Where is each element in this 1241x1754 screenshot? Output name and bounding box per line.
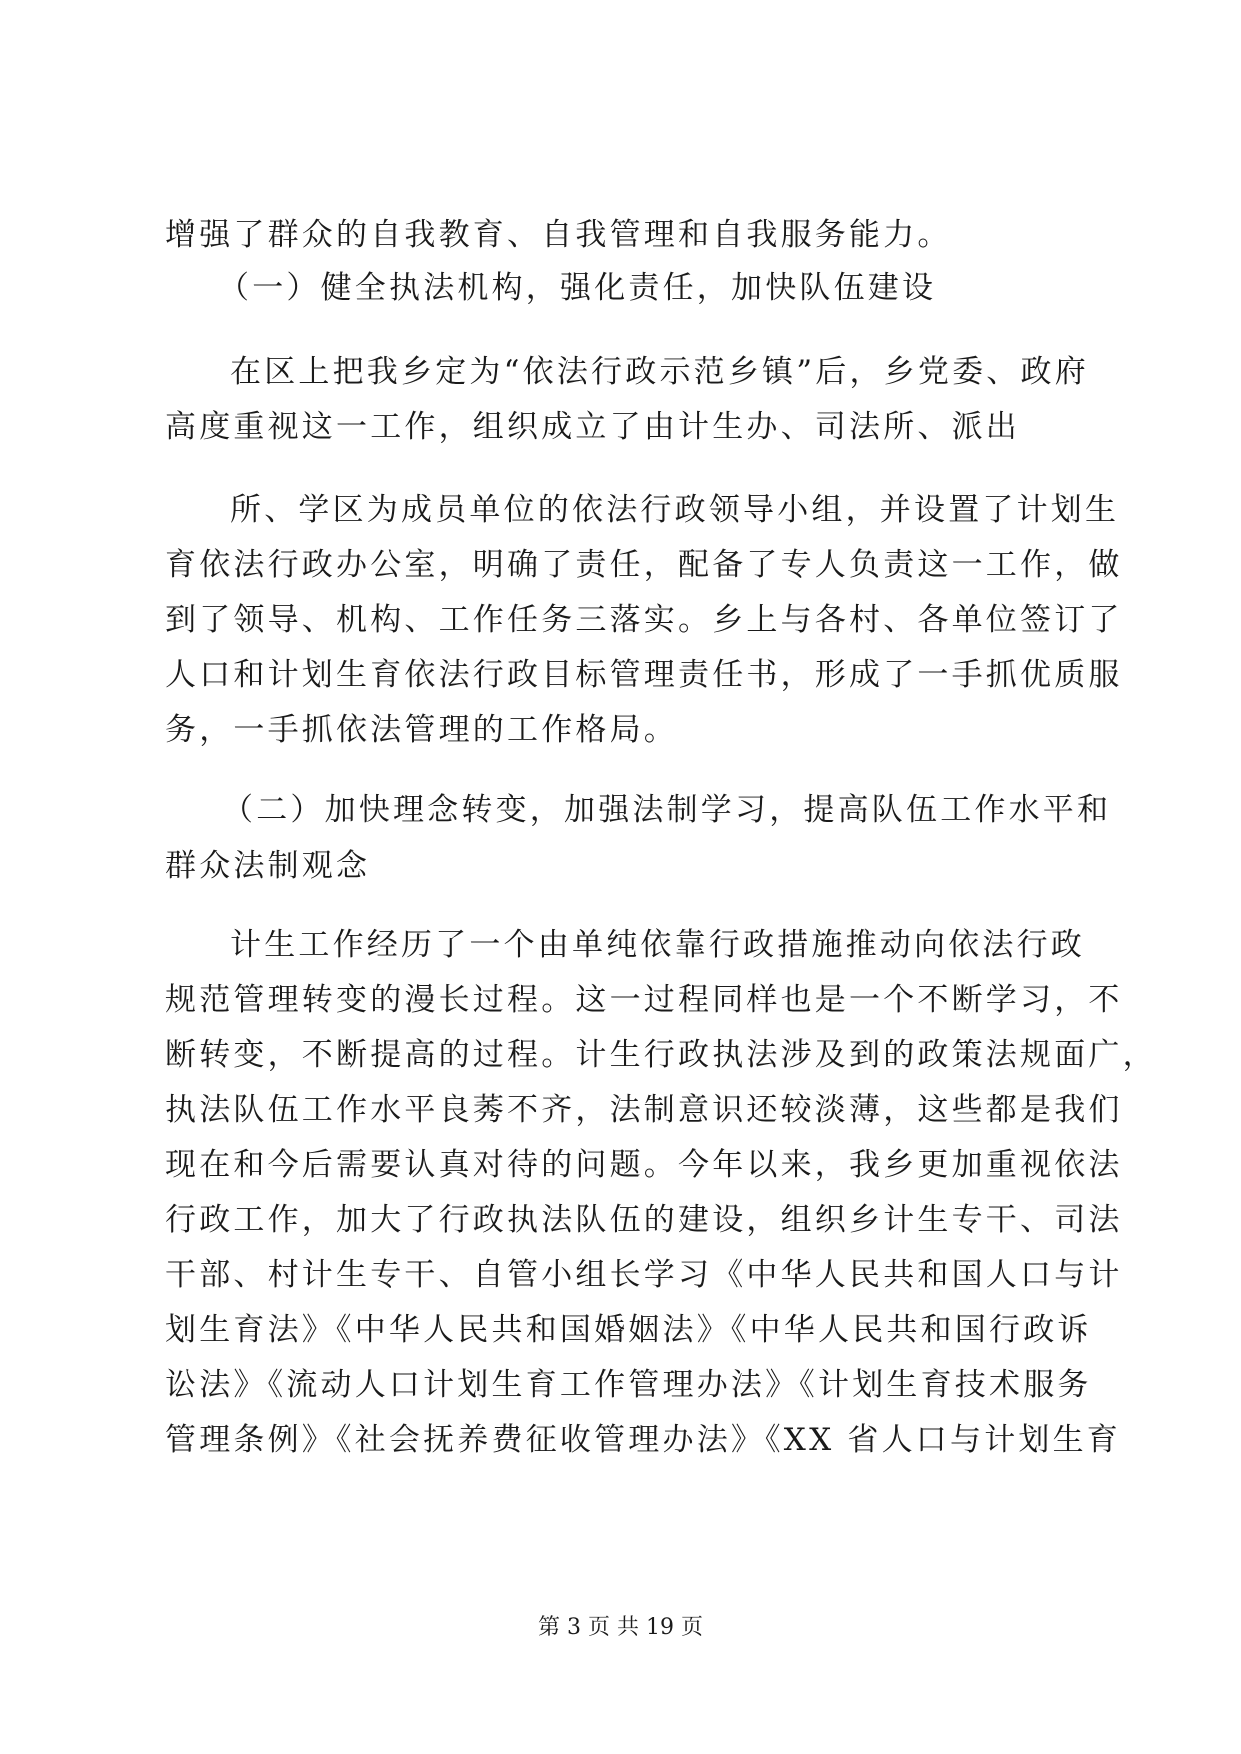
text-line-5: 所、学区为成员单位的依法行政领导小组，并设置了计划生 (230, 492, 1120, 528)
text-line-20: 讼法》《流动人口计划生育工作管理办法》《计划生育技术服务 (165, 1367, 1092, 1403)
section-heading-1: （一）健全执法机构，强化责任，加快队伍建设 (218, 270, 937, 306)
page-number-footer: 第 3 页 共 19 页 (538, 1615, 703, 1640)
text-line-18: 干部、村计生专干、自管小组长学习《中华人民共和国人口与计 (165, 1257, 1123, 1293)
text-line-1: 增强了群众的自我教育、自我管理和自我服务能力。 (165, 217, 952, 253)
section-heading-2: （二）加快理念转变，加强法制学习，提高队伍工作水平和 (222, 792, 1112, 828)
text-line-11: 群众法制观念 (165, 848, 371, 884)
text-line-16: 现在和今后需要认真对待的问题。今年以来，我乡更加重视依法 (165, 1147, 1123, 1183)
text-line-6: 育依法行政办公室，明确了责任，配备了专人负责这一工作，做 (165, 547, 1123, 583)
text-line-7: 到了领导、机构、工作任务三落实。乡上与各村、各单位签订了 (165, 602, 1123, 638)
text-line-21: 管理条例》《社会抚养费征收管理办法》《XX 省人口与计划生育 (165, 1422, 1121, 1458)
text-line-19: 划生育法》《中华人民共和国婚姻法》《中华人民共和国行政诉 (165, 1312, 1092, 1348)
text-line-17: 行政工作，加大了行政执法队伍的建设，组织乡计生专干、司法 (165, 1202, 1123, 1238)
text-line-13: 规范管理转变的漫长过程。这一过程同样也是一个不断学习，不 (165, 982, 1123, 1018)
text-line-3: 在区上把我乡定为“依法行政示范乡镇”后，乡党委、政府 (230, 354, 1089, 390)
text-line-15: 执法队伍工作水平良莠不齐，法制意识还较淡薄，这些都是我们 (165, 1092, 1123, 1128)
text-line-4: 高度重视这一工作，组织成立了由计生办、司法所、派出 (165, 409, 1020, 445)
text-line-9: 务，一手抓依法管理的工作格局。 (165, 712, 678, 748)
text-line-12: 计生工作经历了一个由单纯依靠行政措施推动向依法行政 (230, 927, 1085, 963)
text-line-14: 断转变，不断提高的过程。计生行政执法涉及到的政策法规面广， (165, 1037, 1157, 1073)
text-line-8: 人口和计划生育依法行政目标管理责任书，形成了一手抓优质服 (165, 657, 1123, 693)
